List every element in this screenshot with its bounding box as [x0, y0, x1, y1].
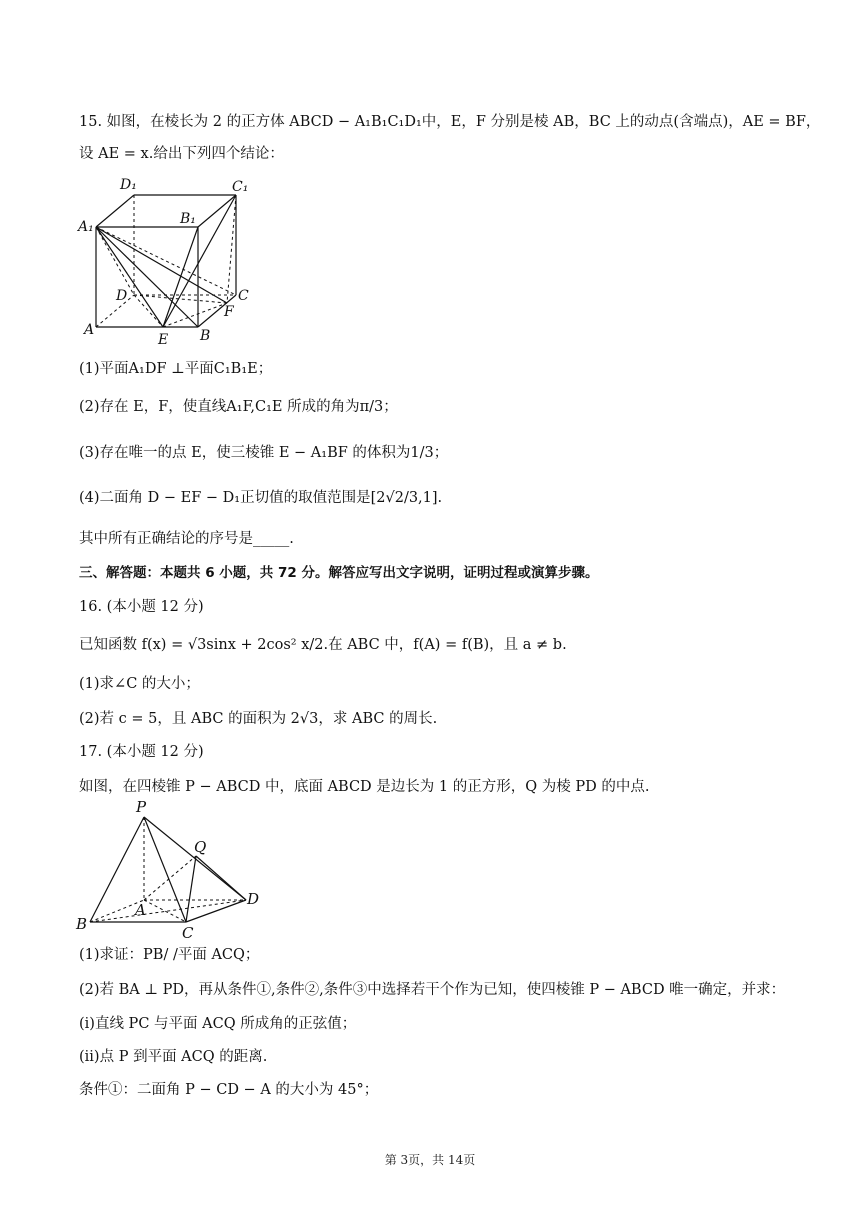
- q15-stem-line2: 设 AE = x.给出下列四个结论：: [79, 146, 284, 162]
- q17-part-1: (1)求证：PB/ /平面 ACQ；: [79, 947, 260, 963]
- q16-part-2: (2)若 c = 5，且 ABC 的面积为 2√3，求 ABC 的周长.: [79, 711, 438, 727]
- label-A1: A₁: [78, 219, 94, 235]
- q16-heading: 16. (本小题 12 分): [79, 599, 204, 615]
- q15-conclusion-2: (2)存在 E，F，使直线A₁F,C₁E 所成的角为π/3；: [79, 399, 398, 415]
- label-F: F: [224, 304, 234, 320]
- label-B: B: [76, 915, 88, 933]
- page-footer: 第 3页，共 14页: [384, 1153, 476, 1167]
- cube-figure: [76, 170, 266, 350]
- q15-conclusion-4: (4)二面角 D − EF − D₁正切值的取值范围是[2√2/3,1].: [79, 490, 443, 506]
- label-E: E: [158, 332, 169, 348]
- q17-part-ii: (ii)点 P 到平面 ACQ 的距离.: [79, 1049, 268, 1065]
- q17-condition-1: 条件①：二面角 P − CD − A 的大小为 45°；: [79, 1082, 379, 1098]
- label-B: B: [200, 328, 211, 344]
- q17-stem: 如图，在四棱锥 P − ABCD 中，底面 ABCD 是边长为 1 的正方形，Q 为棱 PD 的中点.: [79, 779, 650, 795]
- q16-stem: 已知函数 f(x) = √3sinx + 2cos² x/2.在 ABC 中，f(A) = f(B)，且 a ≠ b.: [79, 637, 567, 653]
- q17-part-i: (i)直线 PC 与平面 ACQ 所成角的正弦值；: [79, 1016, 357, 1032]
- label-A: A: [135, 901, 146, 919]
- label-P: P: [136, 798, 147, 816]
- q15-question: 其中所有正确结论的序号是_____.: [79, 531, 294, 547]
- label-B1: B₁: [180, 211, 196, 227]
- label-C1: C₁: [232, 179, 249, 195]
- label-C: C: [238, 288, 249, 304]
- label-Q: Q: [194, 838, 207, 856]
- section-3-heading: 三、解答题：本题共 6 小题，共 72 分。解答应写出文字说明，证明过程或演算步骤。: [79, 565, 599, 581]
- label-D: D: [116, 288, 128, 304]
- label-D1: D₁: [120, 177, 137, 193]
- label-C: C: [182, 924, 194, 940]
- pyramid-figure: [72, 798, 272, 940]
- label-D: D: [247, 890, 260, 908]
- q15-conclusion-1: (1)平面A₁DF ⊥平面C₁B₁E；: [79, 361, 273, 377]
- q15-conclusion-3: (3)存在唯一的点 E，使三棱锥 E − A₁BF 的体积为1/3；: [79, 445, 449, 461]
- q15-stem-line1: 15. 如图，在棱长为 2 的正方体 ABCD − A₁B₁C₁D₁中，E，F 分别是棱 AB，BC 上的动点(含端点)，AE = BF，: [79, 114, 821, 130]
- label-A: A: [84, 322, 95, 338]
- q17-heading: 17. (本小题 12 分): [79, 744, 204, 760]
- q17-part-2: (2)若 BA ⊥ PD，再从条件①,条件②,条件③中选择若干个作为已知，使四棱锥 P − ABCD 唯一确定，并求：: [79, 982, 786, 998]
- q16-part-1: (1)求∠C 的大小；: [79, 676, 200, 692]
